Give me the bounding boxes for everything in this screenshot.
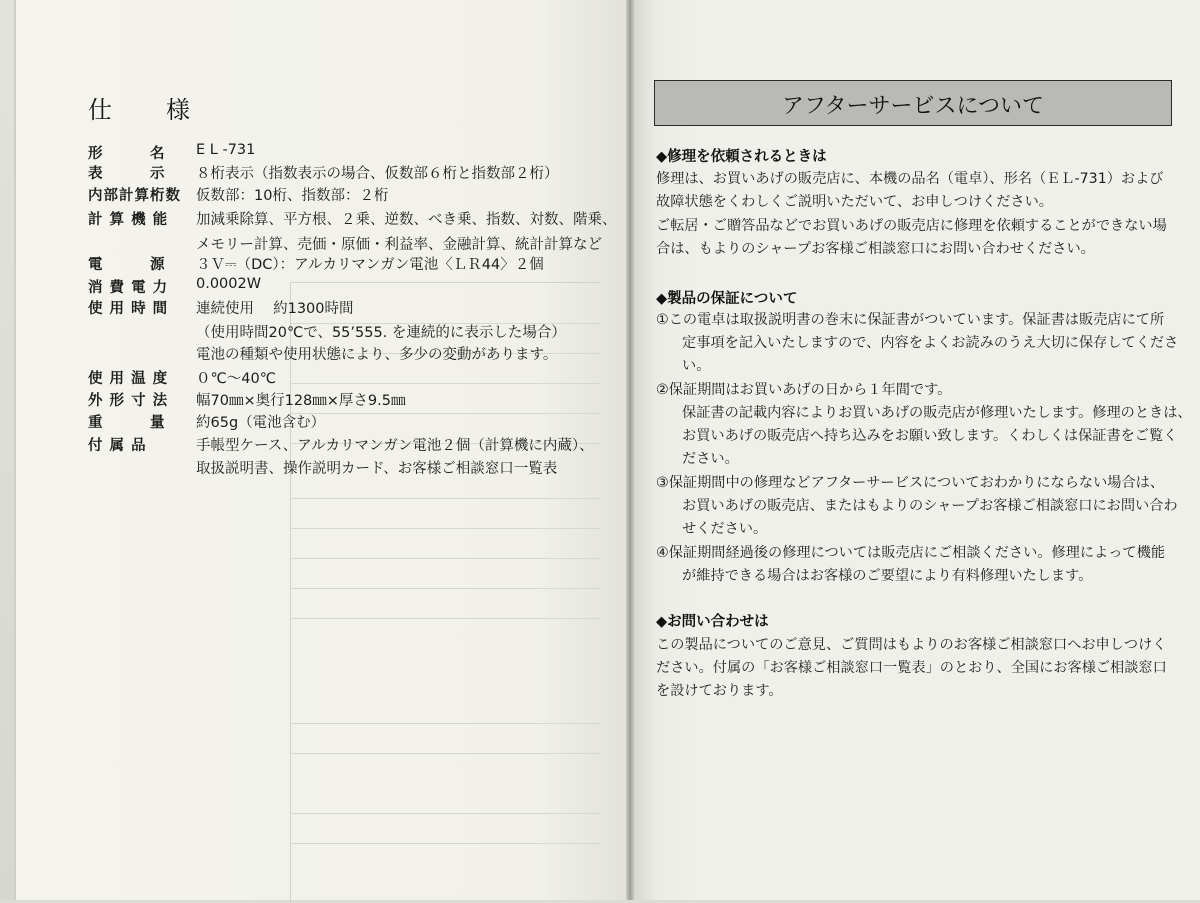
paragraph-line: ださい。付属の「お客様ご相談窓口一覧表」のとおり、全国にお客様ご相談窓口 — [656, 660, 1167, 676]
show-through-table — [290, 282, 601, 903]
paragraph-line: い。 — [682, 358, 711, 374]
spec-value: E L -731 — [196, 142, 256, 158]
spec-row-usage-time — [88, 297, 354, 318]
spec-title-char-1: 仕 — [88, 96, 114, 124]
paragraph-line: 故障状態をくわしくご説明いただいて、お申しつけください。 — [656, 194, 1053, 210]
spec-row-temperature — [88, 367, 277, 388]
paragraph-line: お買いあげの販売店、またはもよりのシャープお客様ご相談窓口にお問い合わ — [682, 498, 1178, 514]
paragraph-line: せください。 — [682, 521, 768, 537]
spec-label: 付 属 品 — [88, 438, 147, 454]
spec-label: 形 名 — [88, 146, 166, 162]
paragraph-line: 保証書の記載内容によりお買いあげの販売店が修理いたします。修理のときは、 — [682, 405, 1192, 421]
spec-title-char-2: 様 — [166, 96, 192, 124]
paragraph-line: ださい。 — [682, 451, 739, 467]
spec-value: 仮数部：10桁、指数部：２桁 — [196, 188, 389, 204]
section-header — [654, 80, 1172, 126]
spec-row-power — [88, 253, 544, 274]
section-heading-warranty: ◆製品の保証について — [656, 291, 798, 307]
spec-label: 表 示 — [88, 166, 166, 182]
paragraph-line: ③保証期間中の修理などアフターサービスについておわかりにならない場合は、 — [656, 475, 1165, 491]
paragraph-line: この製品についてのご意見、ご質問はもよりのお客様ご相談窓口へお申しつけく — [656, 637, 1167, 653]
spec-row-weight — [88, 411, 326, 432]
spec-label: 使 用 温 度 — [88, 371, 169, 387]
spec-value: 加減乗除算、平方根、２乗、逆数、べき乗、指数、対数、階乗、 — [196, 212, 617, 228]
spec-row-consumption — [88, 276, 262, 297]
spec-value: 手帳型ケース、アルカリマンガン電池２個（計算機に内蔵）、 — [196, 438, 594, 454]
paragraph-line: 定事項を記入いたしますので、内容をよくお読みのうえ大切に保存してくださ — [682, 335, 1179, 351]
spec-row-model — [88, 142, 256, 163]
spec-value: 幅70㎜×奥行128㎜×厚さ9.5㎜ — [196, 393, 406, 409]
spec-label: 電 源 — [88, 257, 166, 273]
spec-value-continued: （使用時間20℃で、55’555. を連続的に表示した場合） — [196, 325, 566, 341]
spec-value-continued: メモリー計算、売価・原価・利益率、金融計算、統計計算など — [196, 237, 602, 253]
spec-row-display — [88, 162, 559, 183]
paragraph-line: お買いあげの販売店へ持ち込みをお願い致します。くわしくは保証書をご覧く — [682, 428, 1178, 444]
paragraph-line: ④保証期間経過後の修理については販売店にご相談ください。修理によって機能 — [656, 545, 1166, 561]
section-heading-repair: ◆修理を依頼されるときは — [656, 149, 827, 165]
section-heading-inquiry: ◆お問い合わせは — [656, 614, 769, 630]
spec-value: ０℃～40℃ — [196, 371, 277, 387]
spec-value: 約65g（電池含む） — [196, 415, 326, 431]
paragraph-line: 合は、もよりのシャープお客様ご相談窓口にお問い合わせください。 — [656, 241, 1095, 257]
spec-row-digits — [88, 184, 389, 205]
page-title: アフターサービスについて — [781, 94, 1045, 119]
spec-label: 消 費 電 力 — [88, 280, 169, 296]
spec-label: 内部計算桁数 — [88, 188, 181, 204]
paragraph-line: を設けております。 — [656, 683, 783, 699]
spec-title — [88, 90, 192, 125]
spec-label: 使 用 時 間 — [88, 301, 169, 317]
book-gutter — [626, 0, 634, 900]
spec-value: 0.0002W — [196, 276, 262, 292]
spec-value-continued: 電池の種類や使用状態により、多少の変動があります。 — [196, 347, 558, 363]
paragraph-line: ご転居・ご贈答品などでお買いあげの販売店に修理を依頼することができない場 — [656, 218, 1167, 234]
spec-label: 外 形 寸 法 — [88, 393, 169, 409]
spec-value-continued: 取扱説明書、操作説明カード、お客様ご相談窓口一覧表 — [196, 461, 558, 477]
spec-row-functions — [88, 208, 617, 229]
paragraph-line: 修理は、お買いあげの販売店に、本機の品名（電卓）、形名（ＥＬ-731）および — [656, 171, 1164, 187]
spec-row-dimensions — [88, 389, 406, 410]
spec-value: ８桁表示（指数表示の場合、仮数部６桁と指数部２桁） — [196, 166, 559, 182]
paragraph-line: ②保証期間はお買いあげの日から１年間です。 — [656, 382, 952, 398]
paragraph-line: ①この電卓は取扱説明書の巻末に保証書がついています。保証書は販売店にて所 — [656, 312, 1165, 328]
spec-row-accessories — [88, 434, 594, 455]
spec-label: 重 量 — [88, 415, 166, 431]
spec-value: 連続使用 約1300時間 — [196, 301, 354, 317]
spec-label: 計 算 機 能 — [88, 212, 169, 228]
spec-value: ３Ｖ⎓（DC）：アルカリマンガン電池〈ＬＲ44〉２個 — [196, 257, 544, 273]
paragraph-line: が維持できる場合はお客様のご要望により有料修理いたします。 — [682, 568, 1093, 584]
